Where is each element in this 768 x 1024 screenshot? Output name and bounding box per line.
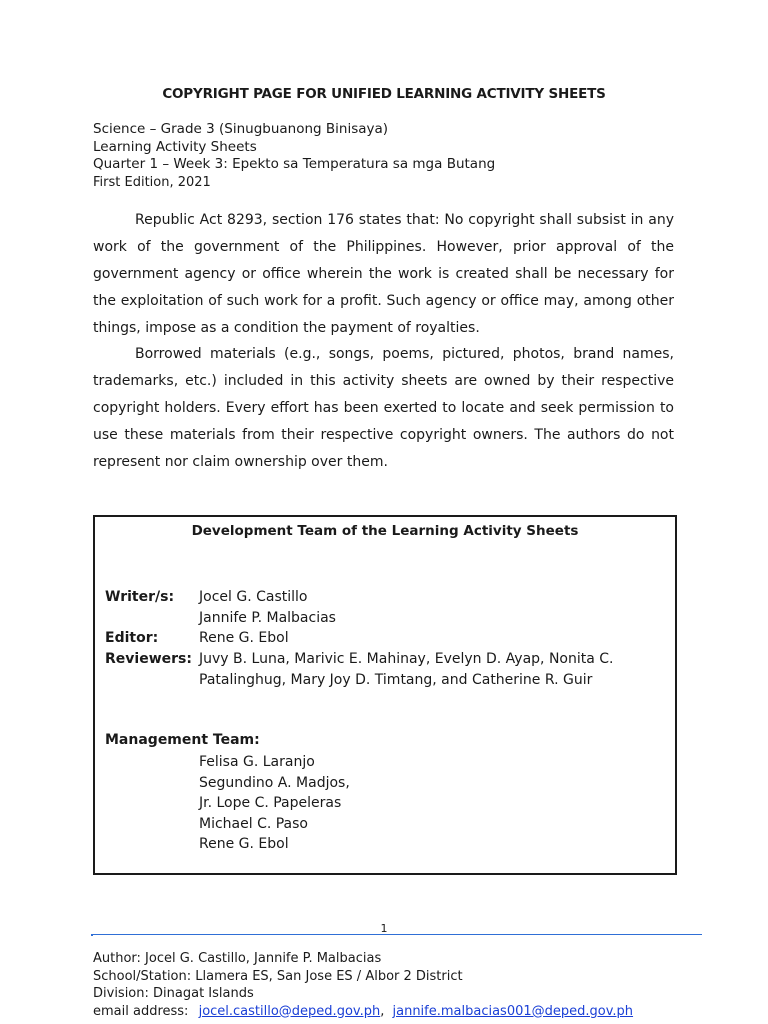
edition-line: First Edition, 2021 [93,174,211,190]
writers-list [199,587,669,628]
footer-email-row [93,1003,633,1021]
footer-school: School/Station: Llamera ES, San Jose ES / Albor 2 District [93,968,463,984]
page-number: 1 [380,922,388,935]
management-member: Felisa G. Laranjo [199,754,315,770]
writers-label: Writer/s: [105,589,175,605]
management-team-list [199,752,350,855]
email-label: email address: [93,1003,189,1019]
footer [93,950,633,1020]
management-team-label: Management Team: [105,732,260,748]
reviewers-names: Juvy B. Luna, Marivic E. Mahinay, Evelyn D. Ayap, Nonita C. Patalinghug, Mary Joy D. Timtang, and Catherine R. Guir [199,651,614,688]
management-member: Segundino A. Madjos, [199,774,350,791]
email-link-castillo[interactable]: jocel.castillo@deped.gov.ph [198,1003,381,1019]
development-team-box [93,515,677,875]
editor-name: Rene G. Ebol [199,630,289,646]
management-member: Rene G. Ebol [199,836,289,852]
footer-division: Division: Dinagat Islands [93,986,254,1001]
team-heading: Development Team of the Learning Activity Sheets [191,523,579,539]
page-title: COPYRIGHT PAGE FOR UNIFIED LEARNING ACTIVITY SHEETS [162,86,606,102]
editor-label: Editor: [105,630,159,646]
footer-author: Author: Jocel G. Castillo, Jannife P. Malbacias [93,951,382,966]
reviewers-label: Reviewers: [105,651,192,667]
email-link-malbacias[interactable]: jannife.malbacias001@deped.gov.ph [392,1003,634,1019]
footer-divider [93,934,702,935]
management-member: Jr. Lope C. Papeleras [199,795,342,811]
borrowed-materials-paragraph: Borrowed materials (e.g., songs, poems, pictured, photos, brand names, trademarks, etc.) included in this activity sheets are owned by their respective copyright holders. Every effort has been exerted to locate and seek permission to use these materials from their respective copyright owners. The authors do not represent nor claim ownership over them. [93,346,674,470]
management-member: Michael C. Paso [199,815,308,832]
subject-line: Science – Grade 3 (Sinugbuanong Binisaya) [93,121,389,137]
quarter-week-line: Quarter 1 – Week 3: Epekto sa Temperatura sa mga Butang [93,156,496,172]
email-separator: , [380,1003,385,1019]
copyright-paragraph: Republic Act 8293, section 176 states that: No copyright shall subsist in any work of the government of the Philippines. However, prior approval of the government agency or office wherein the work is created shall be necessary for the exploitation of such work for a profit. Such agency or office may, among other things, impose as a condition the payment of royalties. [93,212,674,336]
material-type-line: Learning Activity Sheets [93,138,257,155]
writer-name: Jannife P. Malbacias [199,609,336,626]
writer-name: Jocel G. Castillo [199,589,308,605]
document-meta [93,121,495,191]
